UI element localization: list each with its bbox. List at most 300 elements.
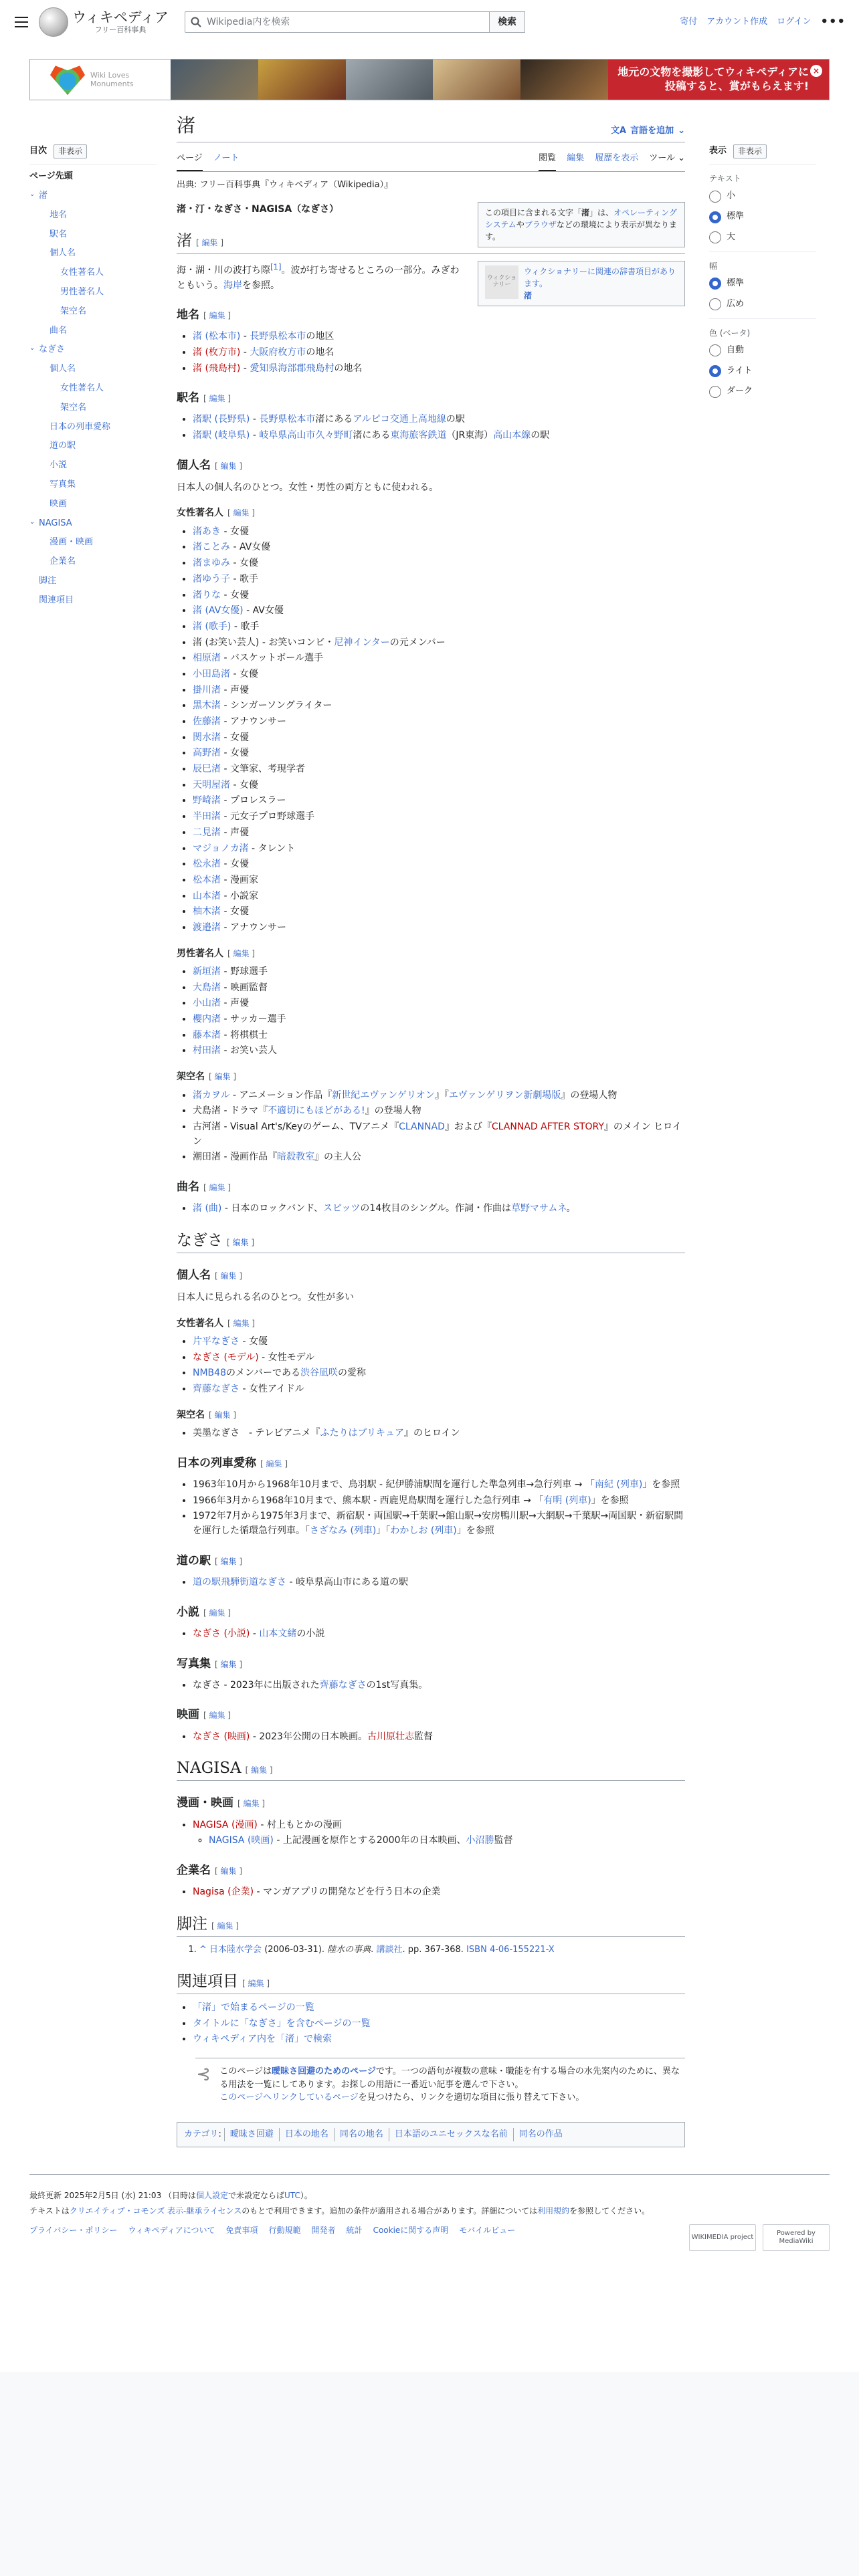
inline-link[interactable]: 相原渚 [193,653,221,664]
inline-text: 』のヒロイン [403,1428,460,1439]
toc-link[interactable]: 男性著名人 [60,286,104,297]
male-section [177,946,685,1059]
toc-item[interactable] [29,322,163,341]
inline-link[interactable]: 渡邉渚 [193,922,221,933]
footer-link[interactable]: ウィキペディアについて [128,2226,215,2236]
inline-link[interactable]: 上高地線 [408,414,446,425]
inline-text: - お笑い芸人 [221,1045,277,1057]
radio-button[interactable] [709,298,721,310]
radio-button[interactable] [709,344,721,356]
appearance-hide-button[interactable]: 非表示 [733,144,767,158]
footer-link[interactable]: 免責事項 [225,2226,258,2236]
inline-link[interactable]: 柚木渚 [193,906,221,918]
edit-link[interactable]: 編集 [217,1921,233,1931]
radio-option[interactable] [709,298,816,312]
inline-link[interactable]: 齊藤なぎさ [319,1679,367,1691]
radio-option[interactable] [709,344,816,358]
inline-link[interactable]: CLANNAD [399,1121,445,1132]
tab-history[interactable]: 履歴を表示 [595,153,639,164]
edit-link[interactable]: 編集 [209,1183,225,1192]
category-link[interactable]: 日本語のユニセックスな名前 [394,2129,508,2139]
list-item [193,572,685,587]
footer-link[interactable]: 開発者 [311,2226,336,2236]
toc-link[interactable]: 日本の列車愛称 [50,421,111,432]
inline-link[interactable]: 高山本線 [493,430,531,441]
references-list [199,1943,685,1957]
inline-link[interactable]: 高野渚 [193,748,221,759]
radio-label: ダーク [727,386,753,397]
toc-link[interactable]: 映画 [50,498,68,509]
char-notice-char: 渚 [581,207,590,217]
char-notice-box [478,202,685,247]
category-link[interactable]: 同名の作品 [518,2129,563,2139]
inline-link[interactable]: 海部郡 [278,362,306,374]
toc-item[interactable] [29,591,163,611]
list-item [193,1494,685,1509]
inline-text: - 女優 [240,1336,268,1348]
inline-link[interactable]: 関水渚 [193,732,221,743]
inline-link[interactable]: 山本渚 [193,890,221,901]
toc-toggle-icon[interactable]: ⌄ [29,518,35,526]
inline-link[interactable]: 渚駅 (長野県) [193,414,250,425]
inline-link[interactable]: ^ [199,1945,207,1955]
whatlinkshere-link[interactable]: このページへリンクしているページ [219,2092,359,2103]
inline-text: - プロレスラー [221,795,286,807]
inline-link[interactable]: 長野県 [259,414,288,425]
toc-item[interactable] [29,225,163,245]
edit-link[interactable]: 編集 [209,1711,225,1721]
tab-article[interactable]: ページ [177,152,203,171]
edit-link[interactable]: 編集 [214,1410,231,1420]
toc-link[interactable]: NAGISA [39,518,72,528]
inline-link[interactable]: NAGISA (映画) [209,1835,274,1846]
list-item [193,1120,685,1149]
banner-close-icon[interactable]: × [810,65,822,77]
inline-link[interactable]: ISBN 4-06-155221-X [466,1945,555,1955]
inline-link[interactable]: 尼神インター [334,637,390,648]
search-input[interactable] [185,11,490,33]
edit-link[interactable]: 編集 [220,1866,237,1876]
inline-link[interactable]: さざなみ (列車) [310,1525,377,1537]
inline-link[interactable]: 高山市 [287,430,316,441]
toc-item[interactable] [29,360,163,379]
inline-text: - 声優 [221,998,249,1009]
toc-item[interactable] [29,340,163,360]
list-item [193,2032,685,2047]
inline-link[interactable]: 野崎渚 [193,795,221,807]
footer-text: テキストは [29,2206,70,2216]
toc-item[interactable] [29,399,163,418]
inline-link[interactable]: 渋谷凪咲 [300,1368,339,1379]
inline-text: - [240,362,250,374]
wlm-logo-line1: Wiki Loves [90,70,130,80]
inline-text: - 女性アイドル [240,1384,304,1395]
inline-link[interactable]: 渚 (飛島村) [193,362,241,374]
edit-link[interactable]: 編集 [233,948,250,958]
toc-item[interactable] [29,572,163,591]
license-text [29,2204,830,2219]
inline-link[interactable]: 松本市 [287,414,316,425]
edit-link[interactable]: 編集 [233,508,250,518]
inline-link[interactable]: 黒木渚 [193,700,221,712]
inline-link[interactable]: 小山渚 [193,998,221,1009]
inline-link[interactable]: 片平なぎさ [193,1336,240,1348]
toc-link[interactable]: 女性著名人 [60,383,104,393]
inline-text: の愛称 [338,1368,367,1379]
section-heading: 架空名 [ 編集 ] [177,1409,237,1420]
inline-link[interactable]: 渚まゆみ [193,558,230,569]
inline-link[interactable]: 松本市 [278,331,306,342]
footer-text: ）。 [300,2191,312,2201]
category-link[interactable]: 日本の地名 [284,2129,328,2139]
list-item [209,1834,685,1848]
inline-link[interactable]: なぎさ (モデル) [193,1352,259,1363]
toc-toggle-icon[interactable]: ⌄ [29,344,35,352]
inline-link[interactable]: ウィキペディア内を「渚」で検索 [193,2034,332,2045]
tab-talk[interactable]: ノート [213,153,240,164]
inline-link[interactable]: なぎさ (映画) [193,1731,250,1742]
inline-link[interactable]: 大島渚 [193,982,221,993]
manga-list [193,1818,685,1848]
inline-link[interactable]: 古川原壮志 [367,1731,414,1742]
radio-button[interactable] [709,386,721,398]
inline-text: - AV女優 [230,542,271,553]
photo-section [177,1655,685,1693]
inline-link[interactable]: タイトルに「なぎさ」を含むページの一覧 [193,2018,371,2029]
inline-link[interactable]: わかしお (列車) [390,1525,457,1537]
toc-item[interactable] [29,495,163,514]
article-content [177,114,685,2147]
last-modified [29,2188,830,2204]
inline-link[interactable]: 岐阜県 [259,430,288,441]
edit-link[interactable]: 編集 [220,1271,237,1281]
inline-link[interactable]: 渚 (枚方市) [193,346,241,358]
toc-item[interactable] [29,244,163,263]
inline-link[interactable]: 飛島村 [306,362,335,374]
edit-link[interactable]: 編集 [232,1237,249,1247]
list-item [193,540,685,555]
toc-link[interactable]: 地名 [50,209,68,220]
toc-item[interactable] [29,418,163,437]
section-heading: 女性著名人 [ 編集 ] [177,1317,256,1329]
edit-link[interactable]: 編集 [220,1659,237,1669]
edit-link[interactable]: 編集 [214,1072,231,1082]
list-item [193,636,685,651]
inline-text: - 歌手 [230,573,258,584]
inline-text: - 女優 [230,779,258,790]
edit-link[interactable]: 編集 [209,311,225,320]
inline-link[interactable]: Nagisa (企業) [193,1887,254,1898]
kaku1-section [177,1069,685,1165]
inline-link[interactable]: 半田渚 [193,811,221,823]
inline-link[interactable]: 渚りな [193,589,221,601]
radio-option[interactable] [709,210,816,224]
inline-link[interactable]: 齊藤なぎさ [193,1384,240,1395]
site-logo[interactable] [39,7,169,37]
toc-item[interactable] [29,533,163,552]
inline-link[interactable]: 長野県 [250,331,278,342]
inline-link[interactable]: 辰巳渚 [193,764,221,775]
inline-link[interactable]: 山本文緒 [259,1628,297,1639]
tab-read[interactable]: 閲覧 [539,152,556,171]
inline-link[interactable]: 道の駅飛騨街道なぎさ [193,1576,286,1588]
inline-text: 1972年7月から1975年3月まで、新宿駅・両国駅→千葉駅→館山駅→安房鴨川駅→大網駅→千葉駅→両国駅・新宿駅間を運行した循環急行列車。「 [193,1511,684,1537]
inline-link[interactable]: NMB48 [193,1368,226,1379]
female2-section [177,1316,685,1397]
footer-link[interactable]: モバイルビュー [459,2226,516,2236]
edit-link[interactable]: 編集 [266,1459,282,1469]
inline-link[interactable]: 渚あき [193,526,221,537]
toc-item[interactable] [29,283,163,302]
list-item [193,1150,685,1165]
inline-link[interactable]: 小田島渚 [193,668,230,679]
chevron-down-icon: ⌄ [678,125,685,136]
wiktionary-text[interactable]: ウィクショナリーに関連の辞書項目があります。 [524,266,676,288]
toc-link[interactable]: 渚 [39,190,48,201]
inline-link[interactable]: 渚カヲル [193,1089,230,1101]
list-item [193,981,685,996]
toc-hide-button[interactable]: 非表示 [54,144,87,158]
wikimedia-badge[interactable]: WIKIMEDIA project [689,2224,756,2251]
toc-link[interactable]: 写真集 [50,479,76,490]
inline-link[interactable]: 新垣渚 [193,966,221,978]
toc-toggle-icon[interactable]: ⌄ [29,190,35,198]
tab-tools[interactable]: ツール ⌄ [649,152,685,171]
edit-link[interactable]: 編集 [201,238,218,248]
toc-item[interactable] [29,475,163,495]
license-link[interactable]: クリエイティブ・コモンズ 表示-継承ライセンス [69,2206,242,2216]
inline-text: - 将棋棋士 [221,1029,268,1041]
text-size-label: テキスト [709,174,741,184]
section-title: 架空名 [177,1071,205,1083]
user-links [680,13,846,32]
inline-text: - 女優 [221,589,249,601]
category-item [279,2128,334,2142]
toc-item[interactable] [29,514,163,534]
toc-item[interactable] [29,379,163,399]
page-footer [29,2174,830,2251]
utc-link[interactable]: UTC [284,2191,300,2201]
edit-link[interactable]: 編集 [209,1608,225,1618]
toc-link[interactable]: 漫画・映画 [50,537,94,548]
kaku2-list [193,1426,685,1441]
edit-link[interactable]: 編集 [220,1556,237,1566]
inline-link[interactable]: 草野マサムネ [511,1203,567,1214]
inline-link[interactable]: 村田渚 [193,1045,221,1057]
section-heading: 男性著名人 [ 編集 ] [177,948,256,959]
dab-link[interactable]: 曖昧さ回避のためのページ [272,2066,376,2077]
add-languages-button[interactable] [611,124,685,138]
inline-link[interactable]: 藤本渚 [193,1029,221,1041]
os-link[interactable]: オペレーティングシステム [485,207,677,229]
radio-option[interactable] [709,189,816,203]
edit-link[interactable]: 編集 [220,461,237,471]
footer-link[interactable]: プライバシー・ポリシー [29,2226,118,2236]
inline-text: 監督 [413,1731,433,1742]
section-title: 漫画・映画 [177,1796,233,1810]
site-sub: 出典: フリー百科事典『ウィキペディア（Wikipedia）』 [177,180,393,191]
edit-link[interactable]: 編集 [209,394,225,404]
radio-button[interactable] [709,231,721,243]
browser-link[interactable]: ブラウザ [524,219,557,229]
inline-link[interactable]: 枚方市 [278,346,306,358]
edit-link[interactable]: 編集 [248,1978,264,1988]
toc-item[interactable] [29,206,163,225]
inline-link[interactable]: 南紀 (列車) [594,1479,643,1491]
kaigan-link[interactable]: 海岸 [223,280,242,291]
wlm-banner[interactable] [29,59,830,100]
inline-link[interactable]: 渚 (松本市) [193,331,241,342]
radio-option[interactable] [709,277,816,291]
inline-text: - AV女優 [243,605,284,617]
inline-link[interactable]: 松本渚 [193,874,221,885]
inline-link[interactable]: 大阪府 [250,346,278,358]
inline-link[interactable]: 講談社 [376,1945,403,1955]
toc-item[interactable] [29,187,163,206]
inline-text: 」を参照 [591,1495,629,1506]
inline-link[interactable]: 松永渚 [193,859,221,870]
ref-link[interactable]: [1] [270,261,282,272]
radio-option[interactable] [709,385,816,399]
inline-link[interactable]: 渚ことみ [193,542,230,553]
inline-text: - 女優 [221,748,249,759]
inline-link[interactable]: 不適切にもほどがある! [267,1105,365,1117]
inline-link[interactable]: スピッツ [322,1203,361,1214]
search-form [185,11,525,33]
search-button[interactable]: 検索 [490,11,525,33]
list-item [193,1104,685,1119]
edit-link[interactable]: 編集 [243,1799,260,1809]
site-header [0,0,859,44]
terms-link[interactable]: 利用規約 [537,2206,570,2216]
radio-option[interactable] [709,364,816,379]
section-heading: 道の駅 [ 編集 ] [177,1553,243,1568]
toc-link[interactable]: 関連項目 [39,595,74,605]
footer-link[interactable]: 行動規範 [268,2226,301,2236]
inline-link[interactable]: 小沼勝 [466,1835,494,1846]
edit-link[interactable]: 編集 [233,1318,250,1328]
section-heading: 写真集 [ 編集 ] [177,1656,243,1671]
toc-item[interactable] [29,552,163,572]
inline-text: 渚にある [353,430,391,441]
footer-link[interactable]: Cookieに関する声明 [373,2226,449,2236]
toc-item[interactable] [29,456,163,475]
inline-link[interactable]: 渚 (AV女優) [193,605,244,617]
toc-link[interactable]: 脚注 [39,575,57,586]
inline-text: （JR東海） [446,430,494,441]
categories-label[interactable]: カテゴリ [184,2129,219,2139]
inline-text: 渚にある [315,414,353,425]
category-item [334,2128,389,2142]
chimei-list [193,330,685,376]
logo-title: ウィキペディア [72,9,169,26]
list-item [193,1885,685,1900]
toc-item[interactable] [29,437,163,456]
radio-button[interactable] [709,365,721,377]
inline-link[interactable]: 「渚」で始まるページの一覧 [193,2002,314,2014]
inline-link[interactable]: 渚ゆう子 [193,573,230,584]
inline-text: 」を参照 [456,1525,494,1537]
inline-link[interactable]: 新世紀エヴァンゲリオン [332,1089,435,1101]
inline-link[interactable]: ふたりはプリキュア [320,1428,404,1439]
inline-link[interactable]: 天明屋渚 [193,779,230,790]
toc-item[interactable] [29,302,163,322]
inline-link[interactable]: 櫻内渚 [193,1014,221,1025]
toc-link[interactable]: なぎさ [39,344,66,355]
inline-link[interactable]: CLANNAD AFTER STORY [491,1121,604,1132]
category-link[interactable]: 曖昧さ回避 [229,2129,274,2139]
inline-link[interactable]: アルピコ交通 [353,414,409,425]
inline-link[interactable]: 東海旅客鉄道 [390,430,447,441]
inline-link[interactable]: なぎさ (小説) [193,1628,250,1639]
donate-link[interactable]: 寄付 [680,16,698,27]
tab-edit[interactable]: 編集 [567,153,585,164]
radio-button[interactable] [709,211,721,223]
inline-text: - 文筆家、考現学者 [221,764,305,775]
toc-link[interactable]: 小説 [50,460,68,471]
toc-link[interactable]: 個人名 [50,248,76,259]
inline-link[interactable]: マジョノカ渚 [193,843,249,854]
inline-text: - サッカー選手 [221,1014,286,1025]
list-item [193,842,685,857]
inline-link[interactable]: 渚駅 (岐阜県) [193,430,250,441]
toc-item[interactable] [29,263,163,283]
toc-link[interactable]: 曲名 [50,325,68,336]
inline-link[interactable]: 日本陸水学会 [209,1945,262,1955]
preferences-link[interactable]: 個人設定 [196,2191,229,2201]
inline-link[interactable]: エヴァンゲリヲン新劇場版 [448,1089,561,1101]
radio-button[interactable] [709,278,721,290]
more-options-icon[interactable]: ••• [820,14,846,29]
inline-text: - アナウンサー [221,716,286,728]
toc-link[interactable]: 個人名 [50,364,76,374]
footer-text: を参照してください。 [569,2206,650,2216]
menu-icon[interactable] [13,14,29,30]
category-link[interactable]: 同名の地名 [339,2129,383,2139]
toc-top[interactable]: ページ先頭 [29,171,73,182]
mediawiki-badge[interactable]: Powered by MediaWiki [763,2224,830,2251]
toc-link[interactable]: 架空名 [60,402,87,413]
disambig-icon: ⊰ [196,2064,211,2085]
inline-link[interactable]: 愛知県 [250,362,278,374]
inline-text: の地名 [306,346,335,358]
toc-link[interactable]: 駅名 [50,229,68,239]
toc-link[interactable]: 企業名 [50,556,76,567]
inline-link[interactable]: 二見渚 [193,827,221,838]
footer-link[interactable]: 統計 [346,2226,363,2236]
disambiguation-notice [195,2058,685,2111]
inline-link[interactable]: 渚 (歌手) [193,621,231,632]
create-account-link[interactable]: アカウント作成 [706,16,768,27]
search-placeholder: Wikipedia内を検索 [207,16,290,27]
section-heading: 架空名 [ 編集 ] [177,1071,237,1083]
toc-link[interactable]: 架空名 [60,306,87,316]
inline-link[interactable]: 有明 (列車) [543,1495,591,1506]
login-link[interactable]: ログイン [777,16,812,27]
inline-link[interactable]: NAGISA (漫画) [193,1819,258,1830]
radio-option[interactable] [709,231,816,245]
inline-link[interactable]: 佐藤渚 [193,716,221,728]
toc-link[interactable]: 道の駅 [50,441,76,451]
inline-link[interactable]: 暗殺教室 [276,1152,314,1163]
inline-link[interactable]: 掛川渚 [193,684,221,695]
toc-link[interactable]: 女性著名人 [60,267,104,278]
inline-link[interactable]: 渚 (曲) [193,1203,222,1214]
inline-link[interactable]: 久々野町 [315,430,353,441]
radio-button[interactable] [709,191,721,203]
wiktionary-link[interactable]: 渚 [524,290,533,300]
edit-link[interactable]: 編集 [251,1765,268,1776]
